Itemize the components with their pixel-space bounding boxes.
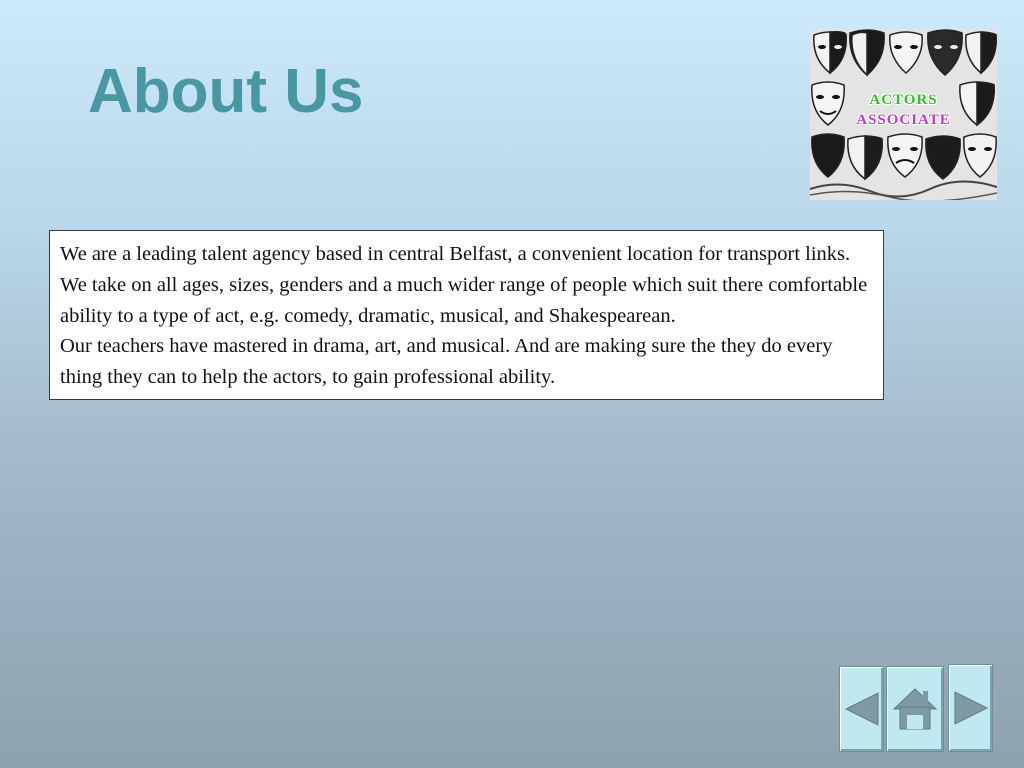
slide-title: About Us	[88, 57, 364, 126]
house-icon	[892, 687, 938, 731]
paragraph-location: We are a leading talent agency based in central Belfast, a convenient location for transport links.	[60, 243, 851, 265]
paragraph-teachers: Our teachers have mastered in drama, art, and musical. And are making sure the they do every thing they can to help the actors, to gain professional ability.	[60, 335, 833, 389]
logo-text-actors: ACTORS	[869, 92, 938, 108]
home-button[interactable]	[886, 666, 944, 752]
paragraph-clients: We take on all ages, sizes, genders and a much wider range of people which suit there comfortable ability to a type of act, e.g. comedy, dramatic, musical, and Shakespearean.	[60, 273, 868, 327]
triangle-right-icon	[953, 690, 989, 726]
actors-associate-logo	[810, 29, 997, 200]
next-slide-button[interactable]	[948, 664, 993, 752]
about-text-box	[49, 230, 884, 400]
previous-slide-button[interactable]	[839, 666, 884, 752]
logo-text-associate: ASSOCIATE	[856, 112, 951, 128]
triangle-left-icon	[844, 691, 880, 727]
